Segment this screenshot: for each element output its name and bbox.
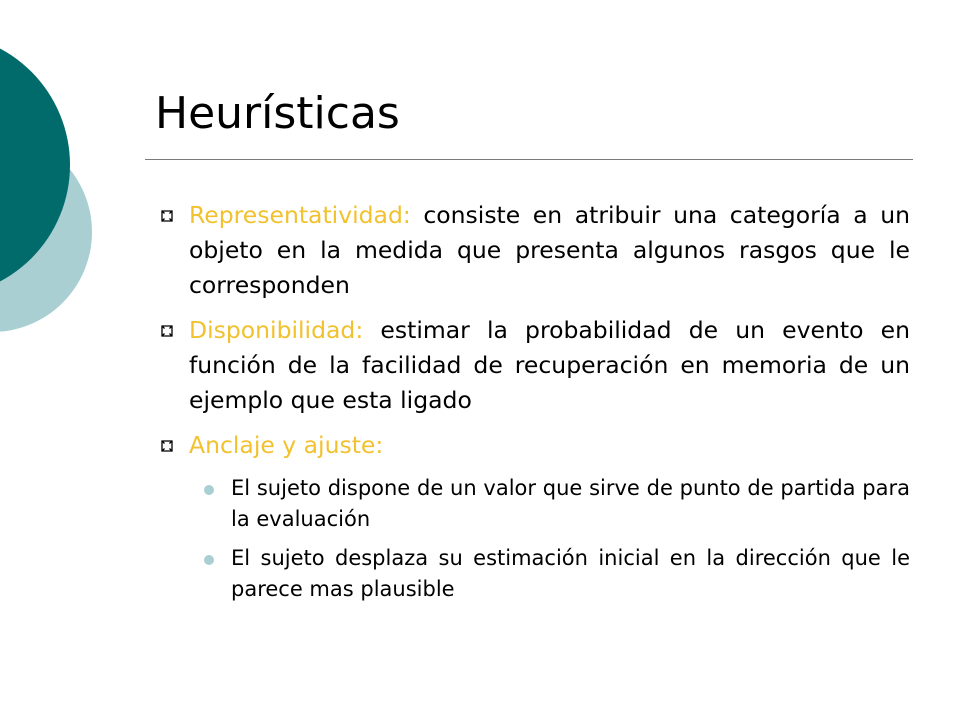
title-divider [145, 159, 913, 160]
bullet-representatividad [160, 198, 910, 303]
bullet-text: consiste en atribuir una categoría a un objeto en la medida que presenta algunos rasgos que le corresponden [189, 201, 910, 299]
slide-title: Heurísticas [155, 88, 400, 139]
bullet-text: estimar la probabilidad de un evento en función de la facilidad de recuperación en memoria de un ejemplo que esta ligado [189, 316, 910, 414]
sub-bullet-text: El sujeto desplaza su estimación inicial en la dirección que le parece mas plausible [231, 546, 910, 601]
bullet-anclaje [160, 428, 910, 463]
bullet-disponibilidad [160, 313, 910, 418]
bullet-list [160, 198, 910, 613]
sub-bullet-item [160, 473, 910, 535]
square-bullet-icon [160, 324, 174, 338]
sub-bullet-list [160, 473, 910, 605]
bullet-term: Representatividad: [189, 201, 411, 229]
square-bullet-icon [160, 209, 174, 223]
sub-bullet-item [160, 543, 910, 605]
dot-bullet-icon [204, 555, 214, 565]
square-bullet-icon [160, 439, 174, 453]
sub-bullet-text: El sujeto dispone de un valor que sirve de punto de partida para la evaluación [231, 476, 910, 531]
dot-bullet-icon [204, 485, 214, 495]
decorative-circles [0, 0, 120, 400]
bullet-term: Disponibilidad: [189, 316, 364, 344]
bullet-term: Anclaje y ajuste: [189, 431, 384, 459]
